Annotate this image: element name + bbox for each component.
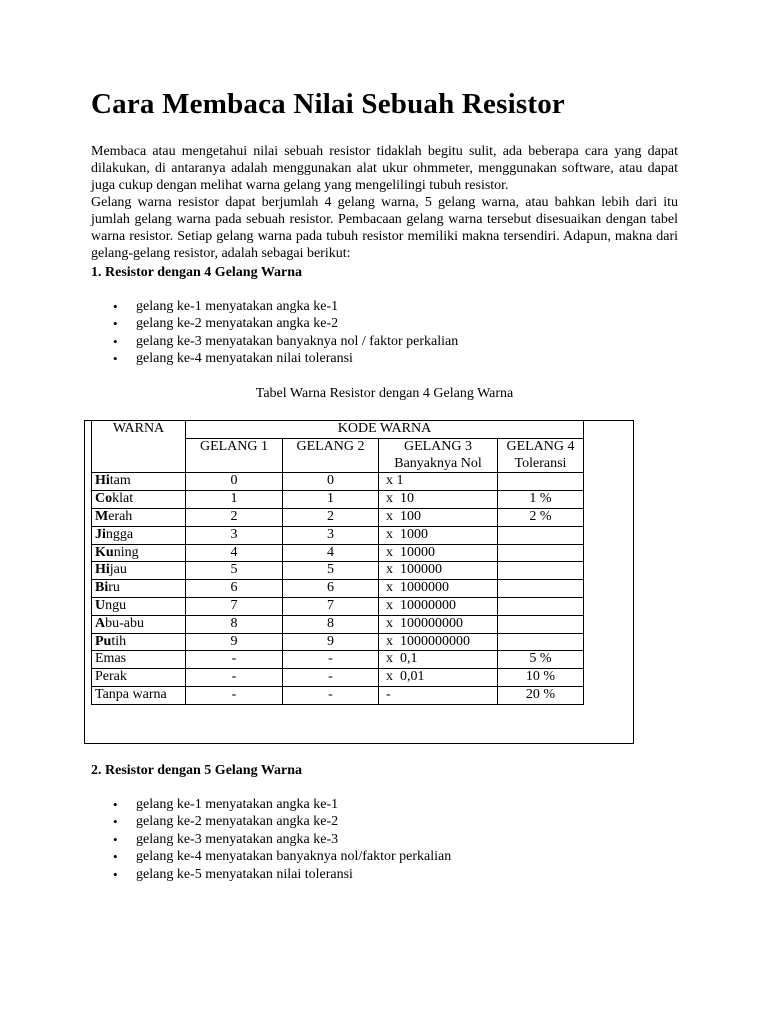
cell-gelang-3: x 10000000 [379,597,498,615]
color-name-rest: ning [113,544,139,560]
color-name-rest: Emas [95,651,127,667]
section-1-heading: 1. Resistor dengan 4 Gelang Warna [91,265,303,280]
cell-gelang-2: - [283,686,379,704]
cell-color-name [92,669,186,687]
cell-gelang-2: 7 [283,597,379,615]
color-name-rest: Perak [95,669,127,685]
color-name-bold-part: Bi [95,580,109,596]
cell-gelang-4: 10 % [498,669,584,687]
cell-gelang-2: 4 [283,544,379,562]
color-name-bold-part: Ji [95,526,106,542]
color-name-rest: tam [109,473,131,489]
list-item: • gelang ke-4 menyatakan nilai toleransi [109,350,458,367]
cell-gelang-1: 1 [186,491,283,509]
cell-gelang-4 [498,473,584,491]
cell-gelang-3: x 100 [379,508,498,526]
cell-gelang-2: 6 [283,580,379,598]
cell-gelang-1: 7 [186,597,283,615]
cell-gelang-1: 2 [186,508,283,526]
header-warna: WARNA [92,421,186,473]
color-name-bold-part: Co [95,491,113,507]
table-row [92,651,584,669]
section-2-heading: 2. Resistor dengan 5 Gelang Warna [91,763,303,778]
list-item: • gelang ke-1 menyatakan angka ke-1 [109,298,458,315]
cell-color-name [92,508,186,526]
table-row [92,580,584,598]
cell-color-name [92,580,186,598]
header-gelang-4 [498,438,584,473]
cell-gelang-1: 6 [186,580,283,598]
cell-gelang-2: - [283,669,379,687]
color-name-rest: bu-abu [105,615,145,631]
table-row [92,562,584,580]
cell-gelang-3: x 0,01 [379,669,498,687]
list-item: • gelang ke-1 menyatakan angka ke-1 [109,796,451,813]
intro-paragraph-1: Membaca atau mengetahui nilai sebuah resistor tidaklah begitu sulit, ada beberapa cara yang dapat dilakukan, di antaranya adalah menggunakan alat ukur ohmmeter, menggunakan software, atau dapat juga cukup dengan melihat warna gelang yang mengelilingi tubuh resistor. [91,144,678,193]
cell-gelang-4 [498,580,584,598]
cell-gelang-1: 8 [186,615,283,633]
cell-color-name [92,473,186,491]
table-row [92,544,584,562]
table-row [92,597,584,615]
cell-gelang-3: x 1000000000 [379,633,498,651]
header-kode-warna: KODE WARNA [186,421,584,439]
cell-gelang-1: 5 [186,562,283,580]
section-2-bullet-list [109,796,451,883]
list-item: • gelang ke-3 menyatakan angka ke-3 [109,831,451,848]
table-row [92,669,584,687]
cell-gelang-3: x 10 [379,491,498,509]
cell-gelang-1: - [186,669,283,687]
color-name-rest: jau [109,562,127,578]
color-name-bold-part: M [95,508,109,524]
table-body [92,473,584,704]
color-name-bold-part: Hi [95,562,110,578]
cell-color-name [92,562,186,580]
header-gelang-4-label: GELANG 4 [506,438,575,454]
cell-color-name [92,526,186,544]
cell-gelang-1: - [186,651,283,669]
color-name-rest: ngga [105,526,134,542]
header-gelang-4-sub: Toleransi [514,455,567,471]
cell-gelang-3: x 10000 [379,544,498,562]
table-row [92,615,584,633]
color-name-bold-part: Hi [95,473,110,489]
page-title: Cara Membaca Nilai Sebuah Resistor [91,88,565,120]
cell-gelang-3: x 1000 [379,526,498,544]
table-row [92,508,584,526]
cell-gelang-4 [498,597,584,615]
cell-gelang-4: 5 % [498,651,584,669]
header-gelang-3-label: GELANG 3 [403,438,473,454]
header-gelang-3 [379,438,498,473]
header-gelang-1: GELANG 1 [186,438,283,473]
cell-gelang-2: 1 [283,491,379,509]
cell-color-name [92,686,186,704]
cell-gelang-2: 2 [283,508,379,526]
cell-gelang-2: 9 [283,633,379,651]
list-item: • gelang ke-2 menyatakan angka ke-2 [109,315,458,332]
resistor-color-table [91,420,584,705]
cell-gelang-2: 5 [283,562,379,580]
cell-gelang-4 [498,526,584,544]
table-row [92,526,584,544]
cell-color-name [92,544,186,562]
cell-gelang-3: x 0,1 [379,651,498,669]
cell-gelang-1: 9 [186,633,283,651]
cell-gelang-3: - [379,686,498,704]
color-name-bold-part: Ku [95,544,114,560]
color-name-rest: erah [108,508,133,524]
cell-gelang-4: 20 % [498,686,584,704]
list-item: • gelang ke-4 menyatakan banyaknya nol/faktor perkalian [109,848,451,865]
color-name-bold-part: A [95,615,106,631]
cell-gelang-4 [498,633,584,651]
intro-paragraph-2: Gelang warna resistor dapat berjumlah 4 gelang warna, 5 gelang warna, atau bahkan lebih dari itu jumlah gelang warna pada sebuah resistor. Pembacaan gelang warna tersebut disesuaikan dengan tabel warna resistor. Setiap gelang warna pada tubuh resistor memiliki makna tersendiri. Adapun, makna dari gelang-gelang resistor, adalah sebagai berikut: [91,195,678,261]
table-header-row [92,421,584,439]
cell-gelang-1: - [186,686,283,704]
section-1-bullet-list [109,298,458,368]
table-row [92,473,584,491]
cell-color-name [92,615,186,633]
color-name-rest: ngu [105,597,127,613]
cell-color-name [92,491,186,509]
cell-gelang-1: 4 [186,544,283,562]
cell-gelang-1: 0 [186,473,283,491]
color-name-rest: klat [112,491,134,507]
cell-gelang-4 [498,615,584,633]
color-name-bold-part: U [95,597,106,613]
cell-gelang-2: 0 [283,473,379,491]
cell-color-name [92,651,186,669]
cell-gelang-3: x 1000000 [379,580,498,598]
cell-gelang-3: x 1 [379,473,498,491]
table-row [92,686,584,704]
cell-color-name [92,633,186,651]
list-item: • gelang ke-2 menyatakan angka ke-2 [109,813,451,830]
header-gelang-3-sub: Banyaknya Nol [394,455,482,471]
cell-gelang-4: 2 % [498,508,584,526]
table-row [92,633,584,651]
cell-gelang-2: - [283,651,379,669]
cell-gelang-1: 3 [186,526,283,544]
color-name-rest: Tanpa warna [95,686,167,702]
cell-gelang-4 [498,562,584,580]
cell-gelang-3: x 100000000 [379,615,498,633]
color-name-rest: tih [111,633,127,649]
table-row [92,491,584,509]
cell-gelang-2: 3 [283,526,379,544]
header-gelang-2: GELANG 2 [283,438,379,473]
cell-gelang-4: 1 % [498,491,584,509]
cell-gelang-4 [498,544,584,562]
color-name-rest: ru [108,580,120,596]
color-name-bold-part: Pu [95,633,112,649]
cell-gelang-3: x 100000 [379,562,498,580]
list-item: • gelang ke-3 menyatakan banyaknya nol / faktor perkalian [109,333,458,350]
list-item: • gelang ke-5 menyatakan nilai toleransi [109,866,451,883]
cell-color-name [92,597,186,615]
table-caption: Tabel Warna Resistor dengan 4 Gelang Warna [255,386,514,401]
cell-gelang-2: 8 [283,615,379,633]
